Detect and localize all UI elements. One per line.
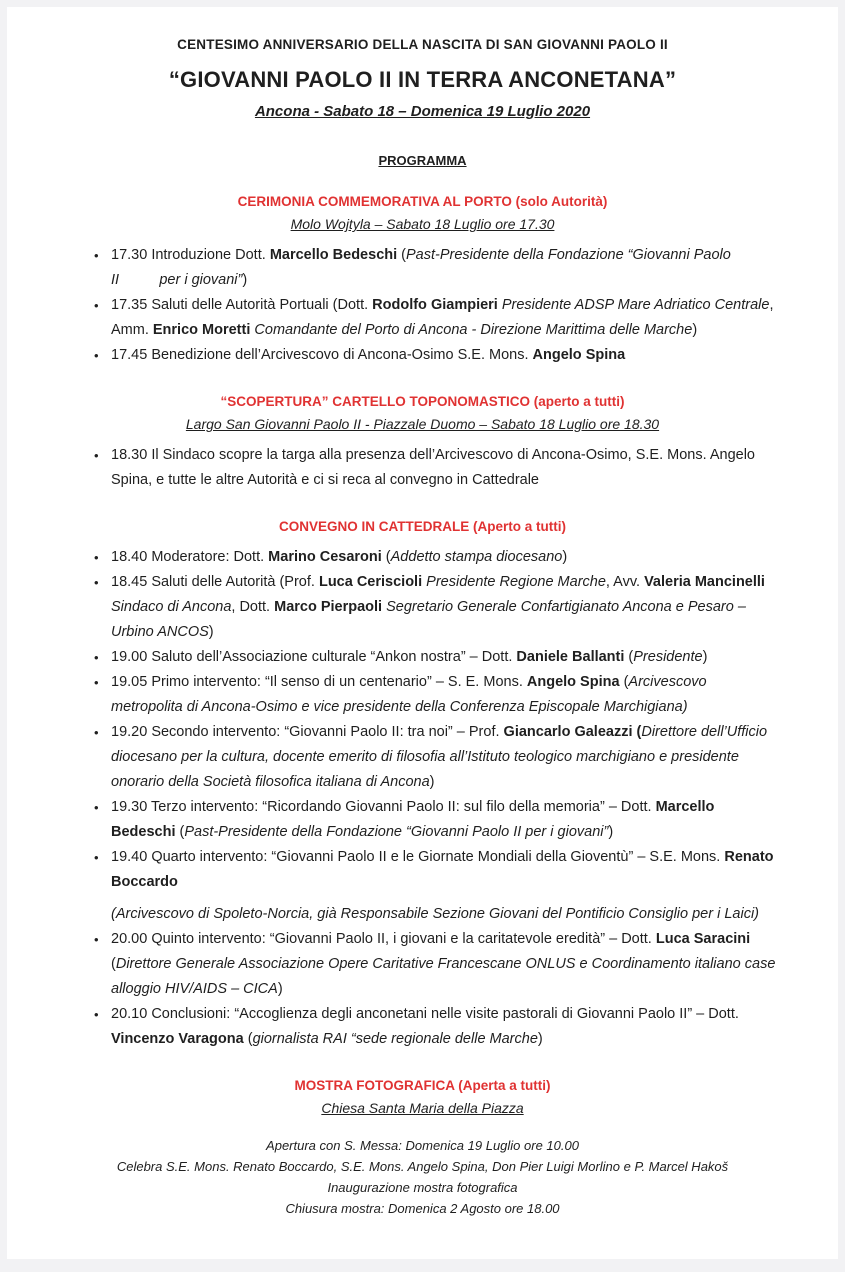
section-subheading [7,216,838,232]
bullet-icon: • [94,850,99,865]
item-text: 17.30 Introduzione Dott. Marcello Bedeschi (Past-Presidente della Fondazione “Giovanni Paolo II per i giovani”) [111,247,731,288]
agenda-list [92,443,780,493]
item-text: 17.45 Benedizione dell’Arcivescovo di Ancona-Osimo S.E. Mons. Angelo Spina [111,347,626,363]
agenda-item [92,720,780,795]
agenda-item [92,443,780,493]
item-text: 19.30 Terzo intervento: “Ricordando Giovanni Paolo II: sul filo della memoria” – Dott. Marcello Bedeschi (Past-Presidente della Fondazione “Giovanni Paolo II per i giovani”) [111,799,715,840]
document-page [7,7,838,1259]
program-section [7,394,838,493]
program-sections [7,194,838,1219]
bullet-icon: • [94,650,99,665]
section-subheading-text: Chiesa Santa Maria della Piazza [321,1100,524,1116]
section-heading: “SCOPERTURA” CARTELLO TOPONOMASTICO (aperto a tutti) [220,394,625,409]
item-text: 20.00 Quinto intervento: “Giovanni Paolo II, i giovani e la caritatevole eredità” – Dott. Luca Saracini (Direttore Generale Associazione Opere Caritative Francescane ONLUS e Coordinamento italiano case alloggio HIV/AIDS – CICA) [111,931,776,997]
agenda-item [92,243,780,293]
agenda-item [92,343,780,368]
agenda-item [92,293,780,343]
agenda-item [92,670,780,720]
agenda-item [92,1002,780,1052]
program-section [7,519,838,1052]
bullet-icon: • [94,575,99,590]
bullet-icon: • [94,298,99,313]
section-heading: CONVEGNO IN CATTEDRALE (Aperto a tutti) [279,519,566,534]
agenda-list [92,243,780,368]
item-text: 18.45 Saluti delle Autorità (Prof. Luca Ceriscioli Presidente Regione Marche, Avv. Valeria Mancinelli Sindaco di Ancona, Dott. Marco Pierpaoli Segretario Generale Confartigianato Ancona e Pesaro – Urbino ANCOS) [111,574,765,640]
note-line: Inaugurazione mostra fotografica [327,1180,518,1195]
bullet-icon: • [94,348,99,363]
program-section [7,1078,838,1219]
item-text: (Arcivescovo di Spoleto-Norcia, già Responsabile Sezione Giovani del Pontificio Consiglio per i Laici) [111,906,759,922]
bullet-icon: • [94,550,99,565]
item-text: 19.00 Saluto dell’Associazione culturale “Ankon nostra” – Dott. Daniele Ballanti (Presidente) [111,649,708,665]
note-line: Apertura con S. Messa: Domenica 19 Luglio ore 10.00 [266,1138,579,1153]
section-subheading-text: Molo Wojtyla – Sabato 18 Luglio ore 17.30 [290,216,555,232]
event-date [7,103,838,120]
bullet-icon: • [94,800,99,815]
bullet-icon: • [94,248,99,263]
agenda-item [92,927,780,1002]
agenda-item [92,902,780,927]
agenda-item [92,570,780,645]
section-heading: CERIMONIA COMMEMORATIVA AL PORTO (solo Autorità) [237,194,608,209]
agenda-item [92,795,780,845]
bullet-icon: • [94,448,99,463]
program-section [7,194,838,368]
item-text: 20.10 Conclusioni: “Accoglienza degli anconetani nelle visite pastorali di Giovanni Paolo II” – Dott. Vincenzo Varagona (giornalista RAI “sede regionale delle Marche) [111,1006,739,1047]
event-kicker: CENTESIMO ANNIVERSARIO DELLA NASCITA DI SAN GIOVANNI PAOLO II [177,37,668,52]
item-text: 19.40 Quarto intervento: “Giovanni Paolo II e le Giornate Mondiali della Gioventù” – S.E. Mons. Renato Boccardo [111,849,774,890]
item-text: 19.20 Secondo intervento: “Giovanni Paolo II: tra noi” – Prof. Giancarlo Galeazzi (Direttore dell’Ufficio diocesano per la cultura, docente emerito di filosofia all’Istituto teologico marchigiano e presidente onorario della Società filosofica italiana di Ancona) [111,724,768,790]
bullet-icon: • [94,675,99,690]
item-text: 17.35 Saluti delle Autorità Portuali (Dott. Rodolfo Giampieri Presidente ADSP Mare Adriatico Centrale, Amm. Enrico Moretti Comandante del Porto di Ancona - Direzione Marittima delle Marche) [111,297,774,338]
bullet-icon: • [94,725,99,740]
note-line: Celebra S.E. Mons. Renato Boccardo, S.E. Mons. Angelo Spina, Don Pier Luigi Morlino e P. Marcel Hakoš [116,1159,729,1174]
item-text: 18.40 Moderatore: Dott. Marino Cesaroni (Addetto stampa diocesano) [111,549,568,565]
event-date-text: Ancona - Sabato 18 – Domenica 19 Luglio 2020 [254,103,591,120]
note-line: Chiusura mostra: Domenica 2 Agosto ore 18.00 [285,1201,560,1216]
agenda-item [92,845,780,895]
document-header [7,37,838,168]
section-heading: MOSTRA FOTOGRAFICA (Aperta a tutti) [294,1078,551,1093]
section-subheading [7,416,838,432]
item-text: 18.30 Il Sindaco scopre la targa alla presenza dell’Arcivescovo di Ancona-Osimo, S.E. Mons. Angelo Spina, e tutte le altre Autorità e ci si reca al convegno in Cattedrale [111,447,755,488]
bullet-icon: • [94,1007,99,1022]
section-subheading [7,1100,838,1116]
agenda-item [92,545,780,570]
agenda-list [92,545,780,1052]
program-label-text: PROGRAMMA [378,153,467,168]
agenda-item [92,645,780,670]
program-label [7,153,838,168]
item-text: 19.05 Primo intervento: “Il senso di un centenario” – S. E. Mons. Angelo Spina (Arcivescovo metropolita di Ancona-Osimo e vice presidente della Conferenza Episcopale Marchigiana) [111,674,707,715]
section-notes [7,1135,838,1219]
section-subheading-text: Largo San Giovanni Paolo II - Piazzale Duomo – Sabato 18 Luglio ore 18.30 [185,416,660,432]
bullet-icon: • [94,932,99,947]
event-title: “GIOVANNI PAOLO II IN TERRA ANCONETANA” [168,67,677,92]
